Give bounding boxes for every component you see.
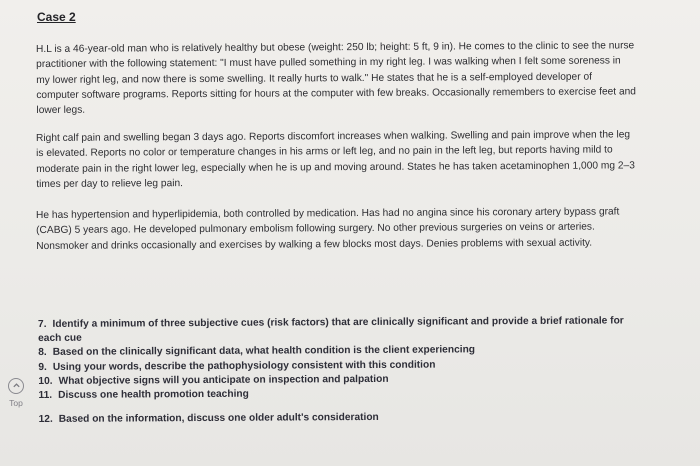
question-item: 11. Discuss one health promotion teaching [38, 388, 249, 402]
scroll-to-top-button[interactable] [3, 378, 29, 408]
case-paragraph-3: He has hypertension and hyperlipidemia, both controlled by medication. Has had no angina since his coronary artery bypass graft (CABG) 5 years ago. He developed pulmonary embolism following surgery. No other previous surgeries on veins or arteries. Nonsmoker and drinks occasionally and exercises by walking a few blocks most days. Denies problems with sexual activity. [36, 206, 620, 252]
case-paragraph-1: H.L is a 46-year-old man who is relatively healthy but obese (weight: 250 lb; height: 5 ft, 9 in). He comes to the clinic to see the nurse practitioner with the following statement: "I must have pulled something in my right leg. I was walking when I felt some soreness in my lower right leg, and now there is some swelling. It really hurts to walk." He states that he is a self-employed developer of computer software programs. Reports sitting for hours at the computer with few breaks. Occasionally remembers to exercise feet and lower legs. [36, 40, 636, 117]
question-item: 7. Identify a minimum of three subjective cues (risk factors) that are clinically significant and provide a brief rationale for each cue [38, 315, 624, 345]
question-list [38, 314, 639, 427]
scroll-to-top-label: Top [9, 398, 23, 408]
case-title: Case 2 [37, 10, 76, 24]
question-item: 12. Based on the information, discuss one older adult's consideration [38, 412, 379, 426]
case-paragraph-2: Right calf pain and swelling began 3 days ago. Reports discomfort increases when walking. Swelling and pain improve when the leg is elevated. Reports no color or temperature changes in his arms or left leg, and no pain in the left leg, but reports having mild to moderate pain in the right lower leg, especially when he is up and moving around. States he has taken acetaminophen 1,000 mg 2–3 times per day to relieve leg pain. [36, 129, 635, 190]
chevron-up-icon [8, 378, 24, 394]
question-item: 8. Based on the clinically significant data, what health condition is the client experiencing [38, 344, 476, 359]
question-item: 9. Using your words, describe the pathophysiology consistent with this condition [38, 359, 436, 373]
question-item: 10. What objective signs will you anticipate on inspection and palpation [38, 373, 389, 387]
